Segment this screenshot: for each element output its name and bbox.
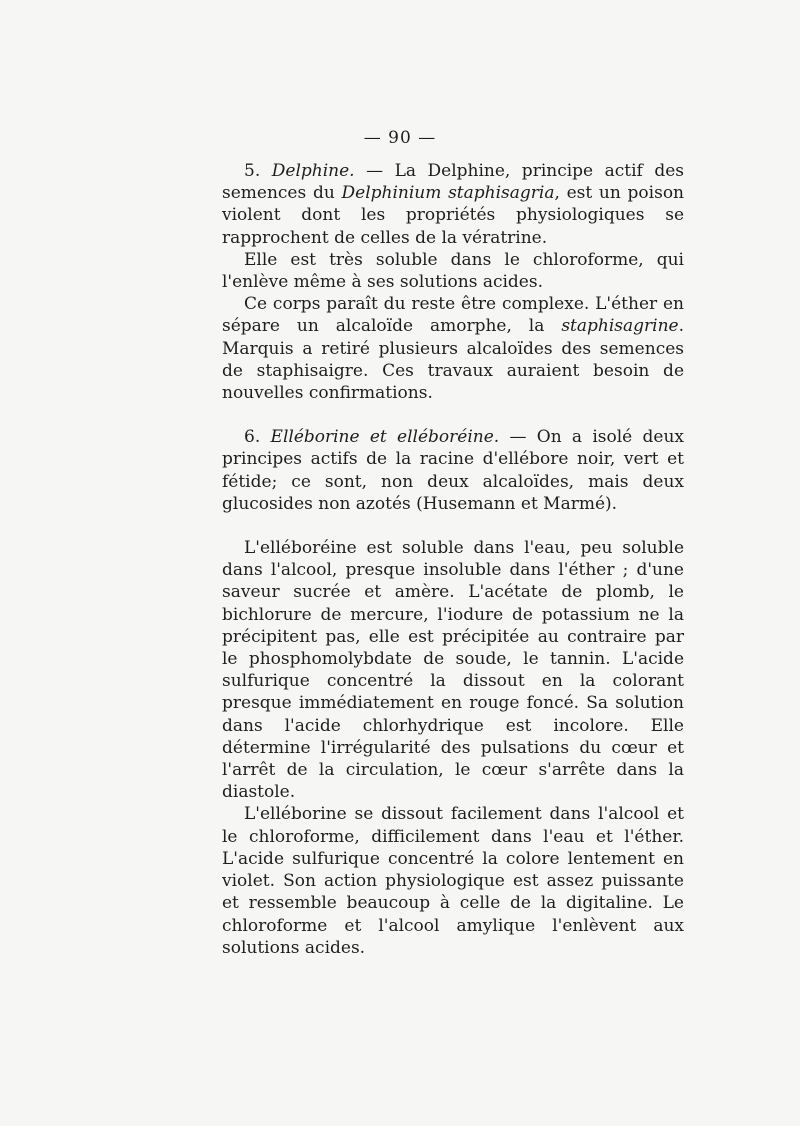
section-number: 6. bbox=[244, 427, 261, 448]
section-title: Delphine. bbox=[271, 161, 355, 181]
delphine-paragraph-2: Elle est très soluble dans le chloroforme, qui l'enlève même à ses solutions acides. bbox=[222, 249, 684, 293]
paragraph-text: — On a isolé deux principes actifs de la racine d'ellébore noir, vert et fétide; ce sont, non deux alcaloïdes, mais deux glucosides non azotés (Husemann et Marmé). bbox=[222, 427, 685, 514]
emphasis-text: Delphinium staphisagria bbox=[341, 183, 555, 204]
delphine-paragraph-1 bbox=[222, 160, 684, 249]
emphasis-text: staphisagrine bbox=[561, 316, 679, 337]
elleborine-paragraph-3: L'elléborine se dissout facilement dans l'alcool et le chloroforme, difficilement dans l'eau et l'éther. L'acide sulfurique concentré la colore lentement en violet. Son action physiologique est assez puissante et ressemble beaucoup à celle de la digitaline. Le chloroforme et l'alcool amylique l'enlèvent aux solutions acides. bbox=[222, 804, 684, 958]
delphine-paragraph-3 bbox=[222, 293, 684, 404]
paragraph-text: Ce corps paraît du reste être complexe. L'éther en sépare un alcaloïde amorphe, la bbox=[222, 294, 684, 337]
page-number: — 90 — bbox=[363, 128, 437, 148]
section-title: Elléborine et elléboréine. bbox=[270, 427, 500, 448]
section-number: 5. bbox=[244, 161, 261, 181]
paragraph-text: — La Delphine, principe actif des semences du bbox=[222, 161, 685, 204]
elleborine-paragraph-2: L'elléboréine est soluble dans l'eau, peu soluble dans l'alcool, presque insoluble dans l'éther ; d'une saveur sucrée et amère. L'acétate de plomb, le bichlorure de mercure, l'iodure de potassium ne la précipitent pas, elle est précipitée au contraire par le phosphomolybdate de soude, le tannin. L'acide sulfurique concentré la dissout en la colorant presque immédiatement en rouge foncé. Sa solution dans l'acide chlorhydrique est incolore. Elle détermine l'irrégularité des pulsations du cœur et l'arrêt de la circulation, le cœur s'arrête dans la diastole. bbox=[222, 538, 684, 803]
elleborine-paragraph-1 bbox=[222, 426, 684, 515]
paragraph-text: , est un poison violent dont les propriétés physiologiques se rapprochent de celles de la vératrine. bbox=[222, 183, 685, 248]
paragraph-text: . Marquis a retiré plusieurs alcaloïdes des semences de staphisaigre. Ces travaux auraient besoin de nouvelles confirmations. bbox=[222, 316, 684, 404]
page-body bbox=[222, 160, 684, 959]
